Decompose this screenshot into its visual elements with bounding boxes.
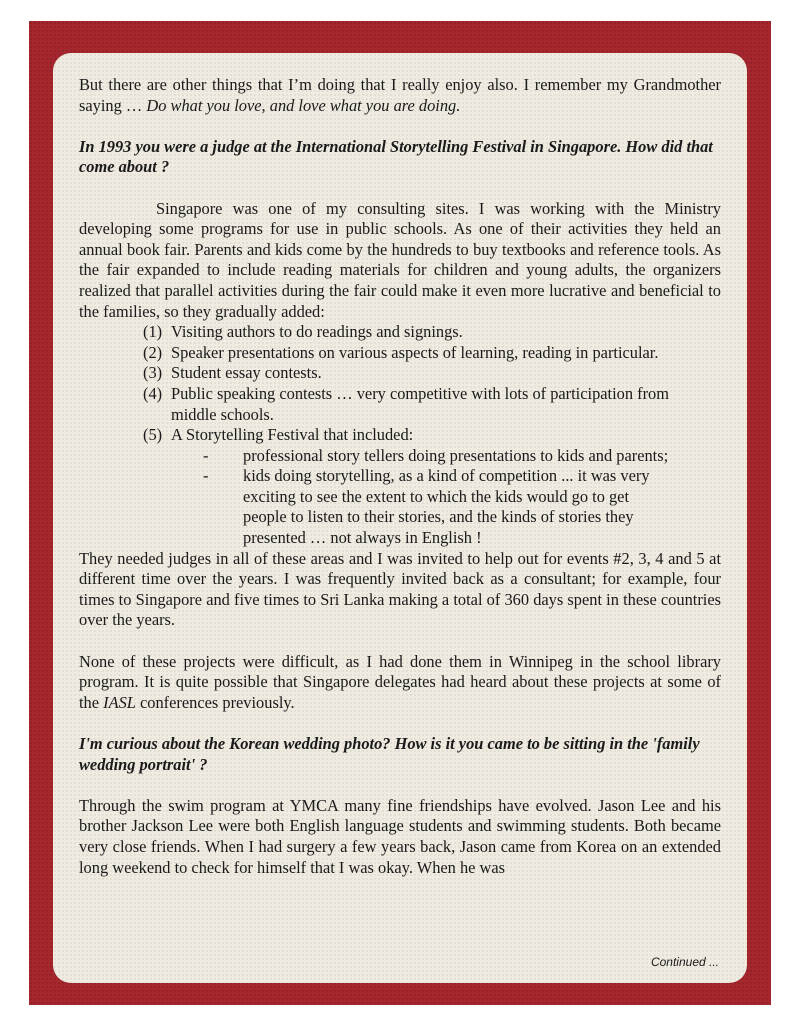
page-paper: [53, 53, 747, 983]
iasl-term: IASL: [103, 692, 136, 712]
paragraph-1-text: But there are other things that I’m doing that I really enjoy also. I remember my Grandmother saying …: [79, 75, 721, 115]
paragraph-4: None of these projects were difficult, as I had done them in Winnipeg in the school library program. It is quite possible that Singapore delegates had heard about these projects at some of the IASL conferences previously.: [79, 651, 721, 712]
paragraph-1: [79, 75, 721, 116]
grandmother-quote: Do what you love, and love what you are doing.: [146, 95, 461, 115]
list-item: (5) A Storytelling Festival that included:: [143, 425, 414, 445]
list-item: (4) Public speaking contests … very competitive with lots of participation from middle schools.: [143, 383, 669, 424]
sublist-item: - kids doing storytelling, as a kind of competition ... it was very exciting to see the extent to which the kids would go to get people to listen to their stories, and the kinds of stories they presented … not always in English !: [203, 466, 650, 548]
page-border: [29, 21, 771, 1005]
storytelling-sublist: [79, 446, 721, 549]
paragraph-2: Singapore was one of my consulting sites. I was working with the Ministry developing some programs for use in public schools. As one of their activities they held an annual book fair. Parents and kids come by the hundreds to buy textbooks and reference tools. As the fair expanded to include reading materials for children and young adults, the organizers realized that parallel activities during the fair could make it even more lucrative and beneficial to the families, so they gradually added:: [79, 198, 721, 321]
list-item: (1) Visiting authors to do readings and signings.: [143, 322, 463, 342]
list-item: (3) Student essay contests.: [143, 363, 322, 383]
activities-list: [79, 322, 721, 446]
paragraph-3: They needed judges in all of these areas and I was invited to help out for events #2, 3, 4 and 5 at different time over the years. I was frequently invited back as a consultant; for example, four times to Singapore and five times to Sri Lanka making a total of 360 days spent in these countries over the years.: [79, 548, 721, 630]
article-body: [79, 75, 721, 899]
continued-note: Continued ...: [650, 955, 719, 969]
question-2: I'm curious about the Korean wedding photo? How is it you came to be sitting in the 'family wedding portrait' ?: [79, 734, 700, 774]
question-1: In 1993 you were a judge at the International Storytelling Festival in Singapore. How did that come about ?: [79, 136, 713, 177]
sublist-item: - professional story tellers doing presentations to kids and parents;: [203, 445, 669, 465]
paragraph-5: Through the swim program at YMCA many fine friendships have evolved. Jason Lee and his brother Jackson Lee were both English language students and swimming students. Both became very close friends. When I had surgery a few years back, Jason came from Korea on an extended long weekend to check for himself that I was okay. When he was: [79, 795, 721, 877]
list-item: (2) Speaker presentations on various aspects of learning, reading in particular.: [143, 342, 659, 362]
